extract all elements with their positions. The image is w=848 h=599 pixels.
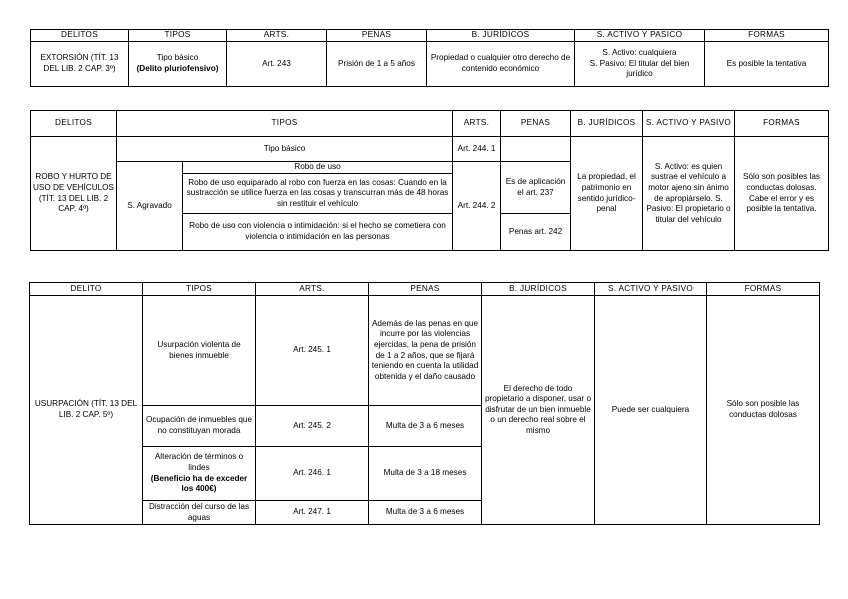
robo-fuerza-cell: Robo de uso equiparado al robo con fuerza en las cosas: Cuando en la sustracción se utilice fuerza en las cosas y transcurran más de 48 horas sin restituir el vehículo (183, 174, 453, 214)
table-header-row (31, 111, 829, 137)
pena-violencia-cell: Penas art. 242 (501, 214, 571, 251)
art-cell: Art. 247. 1 (256, 501, 369, 525)
header-bienes-juridicos: B. JURÍDICOS (482, 283, 595, 296)
header-delito: DELITO (30, 283, 143, 296)
table-row (31, 42, 829, 87)
formas-cell: Sólo son posible las conductas dolosas (707, 296, 820, 525)
delito-cell: EXTORSIÓN (TÍT. 13 DEL LIB. 2 CAP. 3º) (31, 42, 129, 87)
bien-juridico-cell: La propiedad, el patrimonio en sentido jurídico-penal (571, 137, 643, 251)
header-tipos: TIPOS (129, 30, 227, 42)
header-tipos: TIPOS (143, 283, 256, 296)
tipo-note-text: (Delito pluriofensivo) (136, 64, 219, 73)
art-agravado-cell: Art. 244. 2 (453, 162, 501, 251)
tipo-cell: Distracción del curso de las aguas (143, 501, 256, 525)
art-cell: Art. 245. 1 (256, 296, 369, 406)
header-formas: FORMAS (705, 30, 829, 42)
art-basico-cell: Art. 244. 1 (453, 137, 501, 162)
header-bienes-juridicos: B. JURÍDICOS (427, 30, 575, 42)
header-penas: PENAS (327, 30, 427, 42)
pena-cell: Multa de 3 a 6 meses (369, 501, 482, 525)
pena-cell: Multa de 3 a 6 meses (369, 406, 482, 447)
art-cell: Art. 243 (227, 42, 327, 87)
header-tipos: TIPOS (117, 111, 453, 137)
table-header-row (30, 283, 820, 296)
bien-juridico-cell: El derecho de todo propietario a disponer, usar o disfrutar de un bien inmueble o un derecho real sobre el mismo (482, 296, 595, 525)
header-penas: PENAS (369, 283, 482, 296)
header-formas: FORMAS (707, 283, 820, 296)
sujetos-cell: Puede ser cualquiera (595, 296, 707, 525)
pena-cell: Prisión de 1 a 5 años (327, 42, 427, 87)
header-arts: ARTS. (256, 283, 369, 296)
header-bienes-juridicos: B. JURÍDICOS (571, 111, 643, 137)
pena-fuerza-cell: Es de aplicación el art. 237 (501, 162, 571, 214)
delito-cell: ROBO Y HURTO DE USO DE VEHÍCULOS (TÍT. 13 DEL LIB. 2 CAP. 4º) (31, 137, 117, 251)
tipo-basico-cell: Tipo básico (117, 137, 453, 162)
tipo-basico-text: Tipo básico (156, 53, 199, 63)
header-delitos: DELITOS (31, 30, 129, 42)
tipo-text: Alteración de términos o lindes (154, 452, 244, 472)
table-row (31, 137, 829, 162)
header-delitos: DELITOS (31, 111, 117, 137)
extorsion-table (30, 29, 829, 87)
table-header-row (31, 30, 829, 42)
tipo-cell (143, 447, 256, 501)
pena-basico-cell (501, 137, 571, 162)
pena-cell: Multa de 3 a 18 meses (369, 447, 482, 501)
header-penas: PENAS (501, 111, 571, 137)
header-arts: ARTS. (453, 111, 501, 137)
art-cell: Art. 245. 2 (256, 406, 369, 447)
tipo-note-text: (Beneficio ha de exceder los 400€) (150, 473, 248, 494)
tipo-cell: Ocupación de inmuebles que no constituyan morada (143, 406, 256, 447)
header-arts: ARTS. (227, 30, 327, 42)
sujeto-pasivo-text: S. Pasivo: El titular del bien jurídico (589, 58, 690, 79)
robo-violencia-cell: Robo de uso con violencia o intimidación: si el hecho se cometiera con violencia o intimidación en las personas (183, 214, 453, 251)
robo-uso-cell: Robo de uso (183, 162, 453, 174)
sujeto-activo-text: S. Activo: cualquiera (602, 48, 677, 58)
header-sujetos: S. ACTIVO Y PASIVO (643, 111, 735, 137)
tipo-cell (129, 42, 227, 87)
tipo-cell: Usurpación violenta de bienes inmueble (143, 296, 256, 406)
forma-cell: Es posible la tentativa (705, 42, 829, 87)
formas-cell: Sólo son posibles las conductas dolosas. Cabe el error y es posible la tentativa. (735, 137, 829, 251)
pena-cell: Además de las penas en que incurre por las violencias ejercidas, la pena de prisión de 1 a 2 años, que se fijará teniendo en cuenta la utilidad obtenida y el daño causado (369, 296, 482, 406)
header-formas: FORMAS (735, 111, 829, 137)
table-row (30, 296, 820, 406)
header-sujetos: S. ACTIVO Y PASICO (575, 30, 705, 42)
sujetos-cell (575, 42, 705, 87)
header-sujetos: S. ACTIVO Y PASIVO (595, 283, 707, 296)
agravado-cell: S. Agravado (117, 162, 183, 251)
robo-hurto-table (30, 110, 829, 251)
art-cell: Art. 246. 1 (256, 447, 369, 501)
sujetos-cell: S. Activo: es quien sustrae el vehículo a motor ajeno sin ánimo de apropiárselo. S. Pasivo: El propietario o titular del vehículo (643, 137, 735, 251)
usurpacion-table (29, 282, 820, 525)
bien-juridico-cell: Propiedad o cualquier otro derecho de contenido económico (427, 42, 575, 87)
delito-cell: USURPACIÓN (TÍT. 13 DEL LIB. 2 CAP. 5º) (30, 296, 143, 525)
